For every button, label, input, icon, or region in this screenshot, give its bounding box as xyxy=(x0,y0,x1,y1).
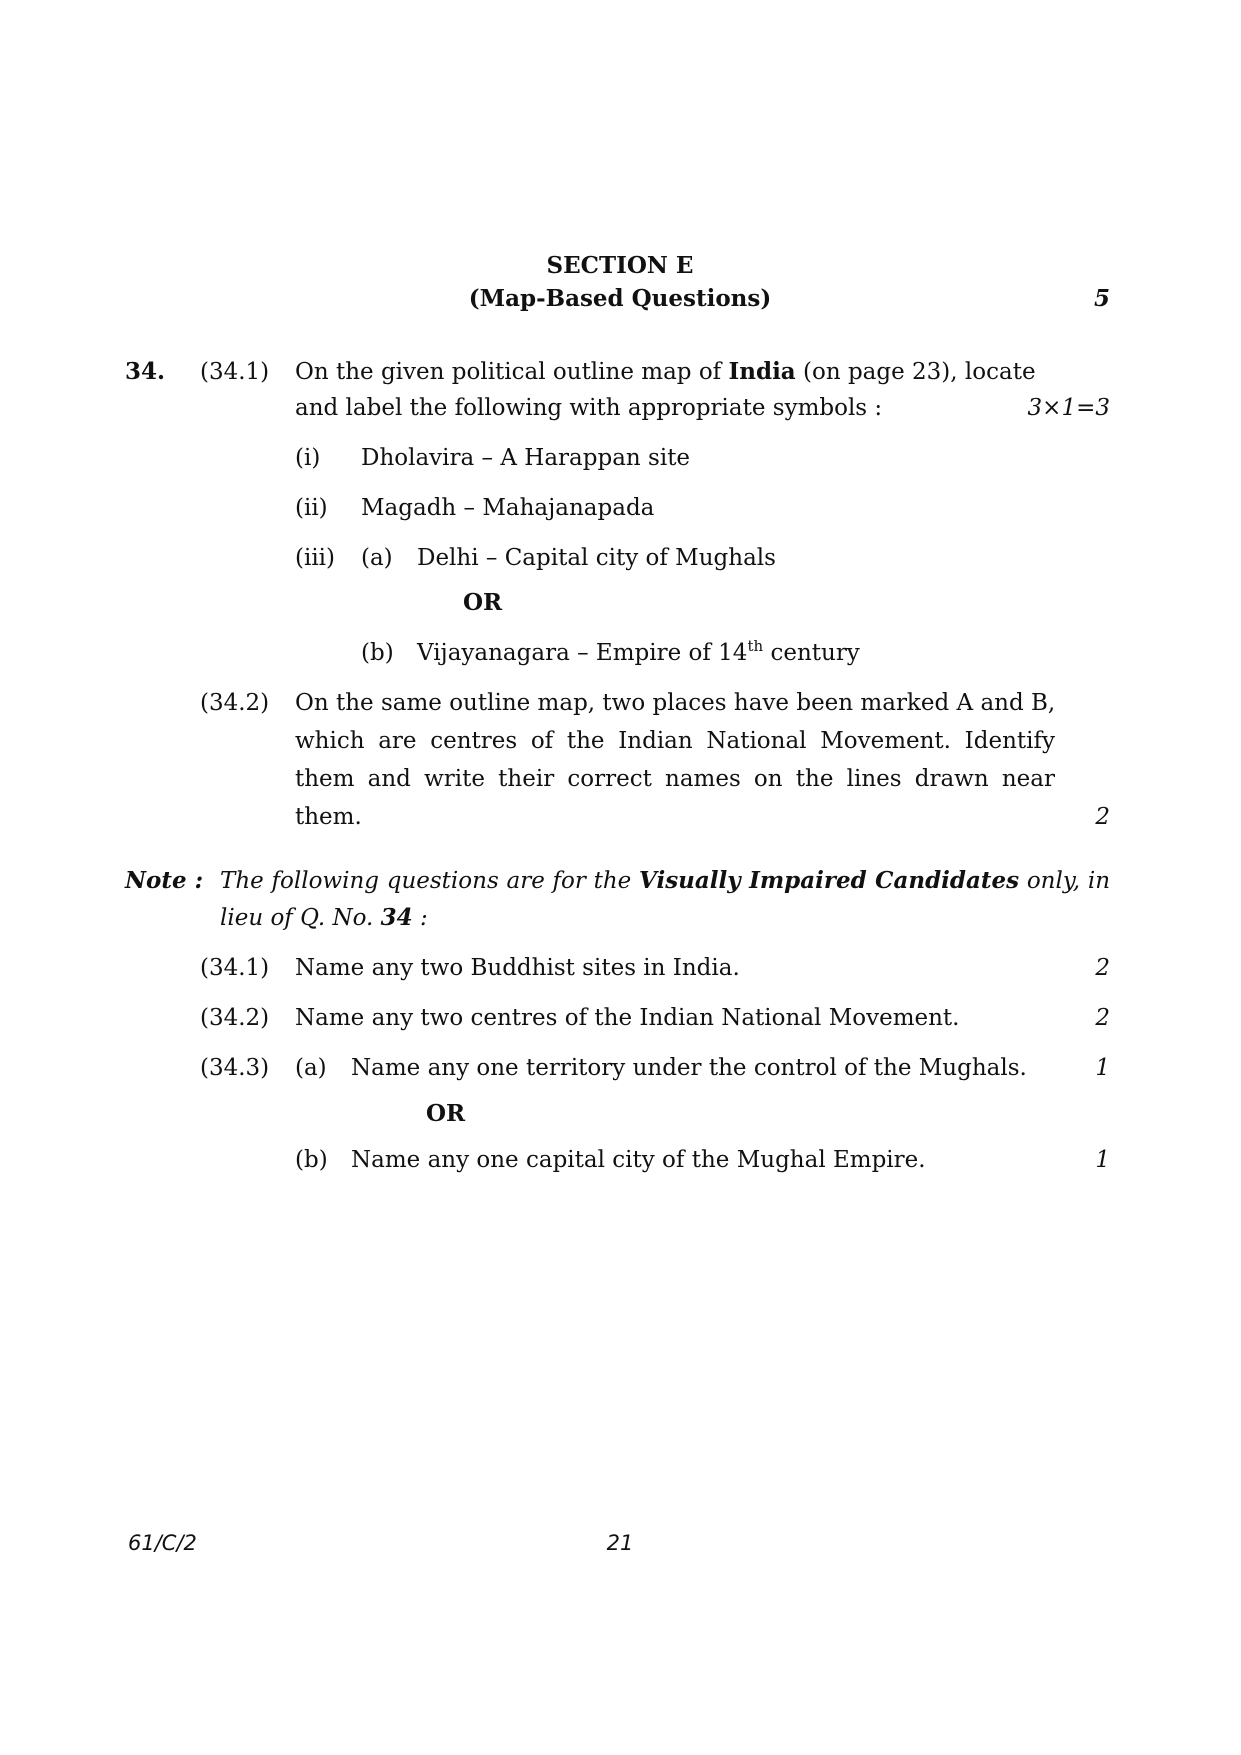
item-iii-a-label: (a) xyxy=(361,545,393,571)
vi-34-3-a-marks: 1 xyxy=(1095,1055,1110,1081)
subq-34-2-line2: which are centres of the Indian National Movement. Identify xyxy=(295,728,1055,754)
vi-34-3-b-label: (b) xyxy=(295,1147,328,1173)
vi-34-2-text: Name any two centres of the Indian National Movement. xyxy=(295,1005,960,1031)
vi-34-1-marks: 2 xyxy=(1095,955,1110,981)
item-ii-text: Magadh – Mahajanapada xyxy=(361,495,655,521)
note-line2: lieu of Q. No. 34 : xyxy=(220,904,428,931)
vi-34-2-marks: 2 xyxy=(1095,1005,1110,1031)
india-bold: India xyxy=(728,358,796,385)
subq-34-2-line1: On the same outline map, two places have been marked A and B, xyxy=(295,690,1056,716)
footer-code: 61/C/2 xyxy=(128,1531,197,1555)
vi-34-3-label: (34.3) xyxy=(200,1055,270,1081)
vi-34-3-b-text: Name any one capital city of the Mughal Empire. xyxy=(351,1147,926,1173)
vi-or-label: OR xyxy=(426,1100,466,1127)
or-label: OR xyxy=(463,589,503,616)
vi-34-2-label: (34.2) xyxy=(200,1005,270,1031)
subq-34-2-line4: them. xyxy=(295,804,362,830)
item-i-text: Dholavira – A Harappan site xyxy=(361,445,691,471)
item-ii-label: (ii) xyxy=(295,495,328,521)
note-bold-vic: Visually Impaired Candidates xyxy=(639,867,1020,894)
section-marks: 5 xyxy=(1093,285,1110,312)
vi-34-1-text: Name any two Buddhist sites in India. xyxy=(295,955,740,981)
vi-34-3-a-label: (a) xyxy=(295,1055,327,1081)
subq-34-1-label: (34.1) xyxy=(200,359,270,385)
footer-page-number: 21 xyxy=(606,1531,634,1555)
subq-34-1-marks: 3×1=3 xyxy=(1027,395,1110,421)
subq-34-2-line3: them and write their correct names on the lines drawn near xyxy=(295,766,1055,792)
item-iii-b-label: (b) xyxy=(361,640,394,666)
question-number: 34. xyxy=(125,358,166,385)
item-iii-b-text: Vijayanagara – Empire of 14th century xyxy=(417,637,860,666)
item-i-label: (i) xyxy=(295,445,321,471)
section-subtitle: (Map-Based Questions) xyxy=(468,285,772,312)
subq-34-1-line2: and label the following with appropriate symbols : xyxy=(295,395,883,421)
vi-34-3-b-marks: 1 xyxy=(1095,1147,1110,1173)
vi-34-1-label: (34.1) xyxy=(200,955,270,981)
subq-34-2-marks: 2 xyxy=(1095,804,1110,830)
subq-34-1-line1: On the given political outline map of India (on page 23), locate xyxy=(295,358,1036,385)
note-label: Note : xyxy=(125,867,204,894)
item-iii-a-text: Delhi – Capital city of Mughals xyxy=(417,545,776,571)
subq-34-2-label: (34.2) xyxy=(200,690,270,716)
note-line1: The following questions are for the Visually Impaired Candidates only, in xyxy=(220,867,1111,894)
section-title: SECTION E xyxy=(546,252,694,279)
vi-34-3-a-text: Name any one territory under the control of the Mughals. xyxy=(351,1055,1027,1081)
item-iii-label: (iii) xyxy=(295,545,336,571)
